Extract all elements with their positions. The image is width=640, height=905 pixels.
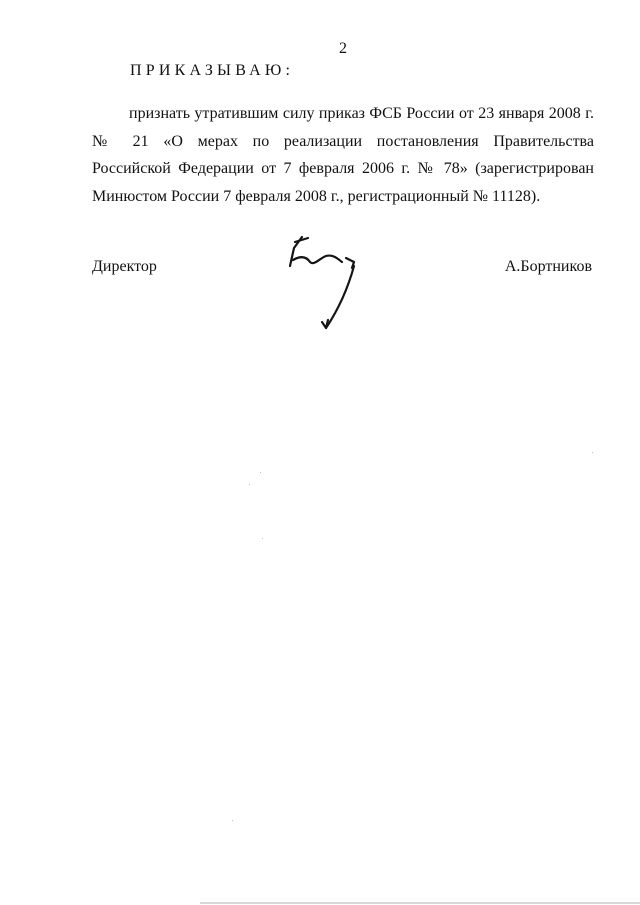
signer-name: А.Бортников (504, 258, 592, 275)
scan-speck (249, 484, 250, 485)
scan-speck (592, 452, 593, 453)
scan-speck (260, 472, 261, 473)
scan-edge (200, 902, 640, 904)
scan-speck (262, 538, 263, 539)
body-line: Минюстом России 7 февраля 2008 г., регистрационный № 11128). (92, 187, 541, 205)
body-line: признать утратившим силу приказ ФСБ России от 23 января 2008 г. (129, 105, 594, 122)
body-line: Российской Федерации от 7 февраля 2006 г. № 78» (зарегистрирован (92, 160, 594, 177)
signature-image (278, 236, 378, 336)
order-body (92, 100, 594, 210)
scan-speck (232, 820, 233, 821)
signer-title: Директор (92, 258, 157, 275)
body-line: № 21 «О мерах по реализации постановления Правительства (92, 132, 594, 150)
order-heading: ПРИКАЗЫВАЮ: (130, 62, 295, 79)
page-number: 2 (339, 40, 347, 57)
